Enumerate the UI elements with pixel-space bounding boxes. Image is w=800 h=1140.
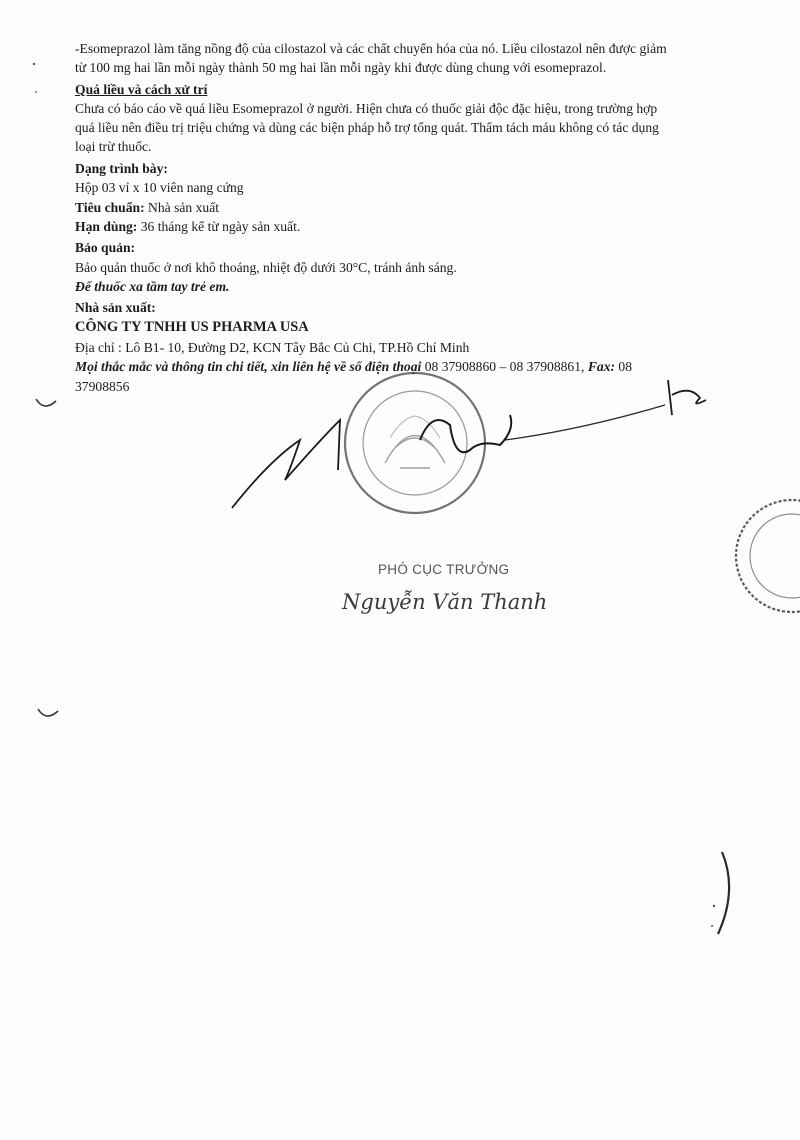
approval-name: Nguyễn Văn Thanh	[342, 590, 548, 614]
fax-label: Fax:	[587, 359, 616, 374]
children-warning: Để thuốc xa tầm tay trẻ em.	[75, 279, 230, 294]
dosage-form-value: Hộp 03 vỉ x 10 viên nang cứng	[75, 180, 244, 195]
standard-label: Tiêu chuẩn:	[75, 200, 145, 215]
standard-value: Nhà sản xuất	[144, 200, 220, 215]
interaction-line-1: -Esomeprazol làm tăng nồng độ của cilostazol và các chất chuyển hóa của nó. Liều cilostazol nên được giảm	[75, 41, 667, 56]
overdose-line-2: quá liều nên điều trị triệu chứng và dùng các biện pháp hỗ trợ tổng quát. Thẩm tách máu không có tác dụng	[75, 120, 659, 135]
address-line: Địa chỉ : Lô B1- 10, Đường D2, KCN Tây Bắc Củ Chi, TP.Hồ Chí Minh	[75, 340, 470, 355]
contact-numbers: 08 37908860 – 08 37908861,	[421, 359, 588, 374]
storage-heading: Bảo quản:	[75, 240, 136, 255]
fax-value: 08	[615, 359, 633, 374]
approval-title: PHÓ CỤC TRƯỞNG	[378, 562, 510, 577]
shelf-life-value: 36 tháng kể từ ngày sản xuất.	[137, 219, 301, 234]
dosage-form-heading: Dạng trình bày:	[75, 161, 168, 176]
manufacturer-name: CÔNG TY TNHH US PHARMA USA	[75, 319, 309, 335]
fax-line-2: 37908856	[75, 379, 130, 394]
interaction-line-2: từ 100 mg hai lần mỗi ngày thành 50 mg hai lần mỗi ngày khi được dùng chung với esomeprazol.	[75, 60, 607, 75]
overdose-heading: Quá liều và cách xử trí	[75, 82, 208, 97]
shelf-life-label: Hạn dùng:	[75, 219, 138, 234]
overdose-line-1: Chưa có báo cáo về quá liều Esomeprazol ở người. Hiện chưa có thuốc giải độc đặc hiệu, trong trường hợp	[75, 101, 658, 116]
storage-value: Bảo quản thuốc ở nơi khô thoáng, nhiệt độ dưới 30°C, tránh ánh sáng.	[75, 260, 457, 275]
manufacturer-heading: Nhà sản xuất:	[75, 300, 156, 315]
contact-italic: Mọi thắc mắc và thông tin chi tiết, xin liên hệ về số điện thoại	[75, 359, 422, 374]
overdose-line-3: loại trừ thuốc.	[75, 139, 152, 154]
side-stamp	[722, 494, 800, 618]
